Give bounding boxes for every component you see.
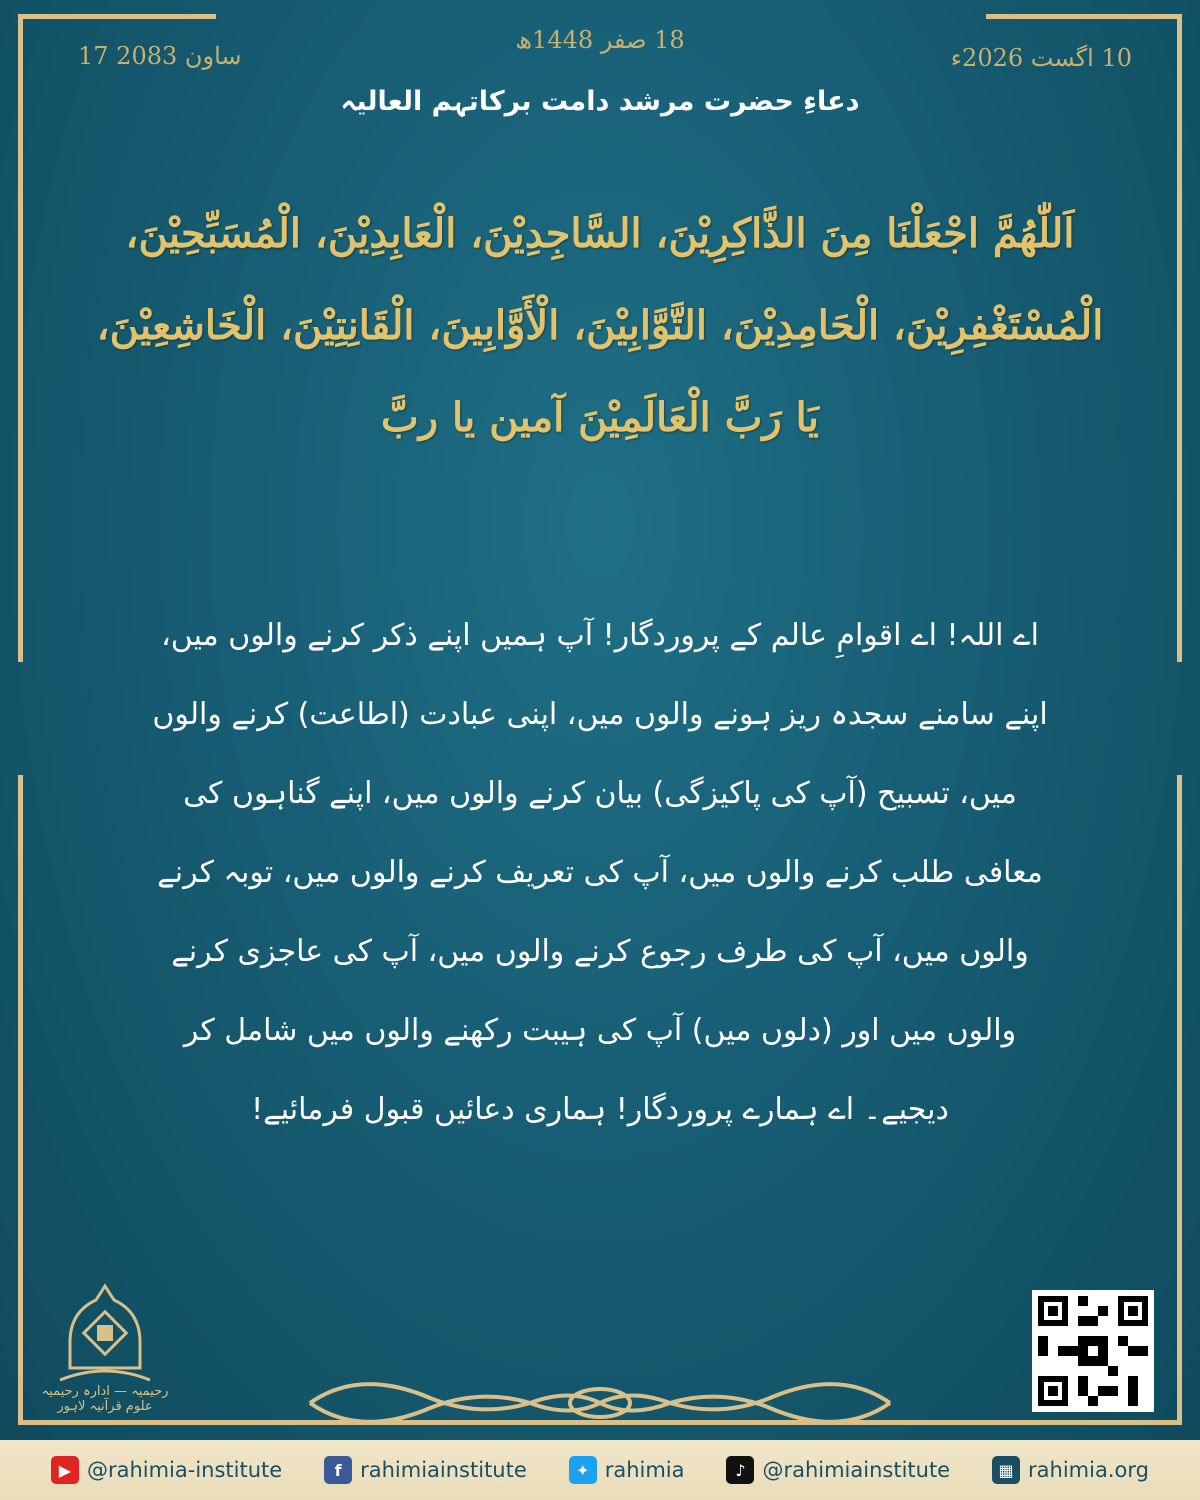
logo-caption: رحیمیہ — ادارہ رحیمیہ علوم قرآنیہ لاہور [41, 1384, 169, 1414]
tiktok-link[interactable] [726, 1456, 950, 1484]
social-footer [0, 1440, 1200, 1500]
website-url: rahimia.org [1028, 1458, 1149, 1482]
youtube-handle: @rahimia-institute [86, 1458, 283, 1482]
frame-left-lower [18, 775, 23, 1425]
date-gregorian: 10 اگست 2026ء [950, 44, 1132, 72]
frame-top-left [20, 14, 216, 19]
frame-top-right [986, 14, 1182, 19]
qr-code[interactable] [1032, 1290, 1154, 1412]
tiktok-handle: @rahimiainstitute [762, 1458, 951, 1482]
youtube-link[interactable] [51, 1456, 282, 1484]
dua-arabic-text: اَللّٰهُمَّ اجْعَلْنَا مِنَ الذَّاكِرِيْنَ، السَّاجِدِيْنَ، الْعَابِدِيْنَ، الْمُسَبِّحِيْنَ، الْمُسْتَغْفِرِيْنَ، الْحَامِدِيْنَ، التَّوَّابِيْنَ، الْأَوَّابِينَ، الْقَانِتِيْنَ، الْخَاشِعِيْنَ، يَا رَبَّ الْعَالَمِيْنَ آمين يا ربَّ [96, 210, 1104, 441]
website-link[interactable] [992, 1456, 1149, 1484]
qr-web-icon: ▦ [992, 1456, 1020, 1484]
dua-urdu-translation: اے اللہ! اے اقوامِ عالم کے پروردگار! آپ ہمیں اپنے ذکر کرنے والوں میں، اپنے سامنے سجدہ ریز ہونے والوں میں، اپنی عبادت (اطاعت) کرنے والوں میں، تسبیح (آپ کی پاکیزگی) بیان کرنے والوں میں، اپنے گناہوں کی معافی طلب کرنے والوں میں، آپ کی تعریف کرنے والوں میں، توبہ کرنے والوں میں، آپ کی طرف رجوع کرنے والوں میں، آپ کی عاجزی کرنے والوں میں اور (دلوں میں) آپ کی ہیبت رکھنے والوں میں شامل کر دیجیے۔ اے ہمارے پروردگار! ہماری دعائیں قبول فرمائیے! [152, 618, 1048, 1127]
ornament-divider [300, 1368, 900, 1438]
twitter-icon: ✦ [569, 1456, 597, 1484]
facebook-link[interactable] [324, 1456, 527, 1484]
facebook-icon: f [324, 1456, 352, 1484]
twitter-handle: rahimia [604, 1458, 685, 1482]
facebook-handle: rahimiainstitute [360, 1458, 527, 1482]
youtube-icon: ▶ [51, 1456, 79, 1484]
page-title: دعاءِ حضرت مرشد دامت برکاتہم العالیہ [340, 86, 860, 117]
tiktok-icon: ♪ [726, 1456, 754, 1484]
date-bikrami: 17 ساون 2083 [78, 42, 242, 70]
twitter-link[interactable] [569, 1456, 685, 1484]
frame-right-lower [1177, 775, 1182, 1425]
date-hijri: 18 صفر 1448ھ [515, 26, 685, 54]
